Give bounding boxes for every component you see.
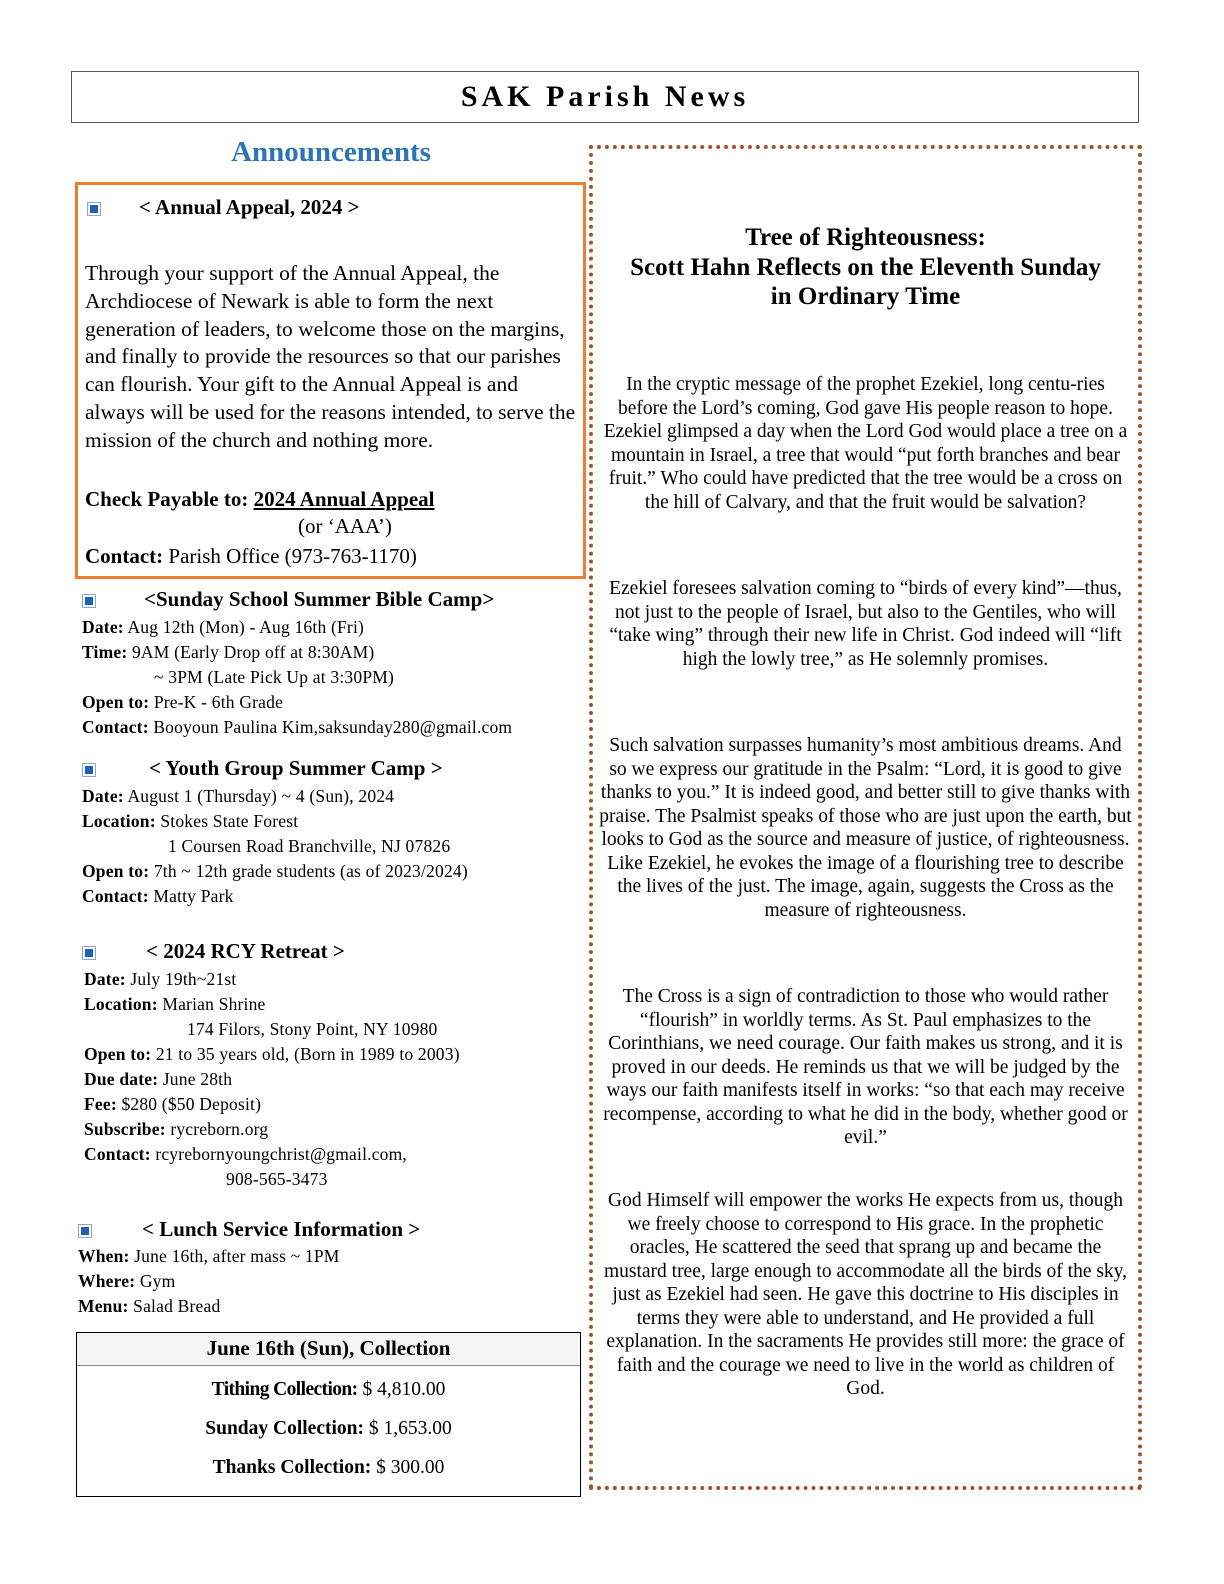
sunday-value: $ 1,653.00 <box>368 1418 452 1439</box>
article-paragraph: The Cross is a sign of contradiction to those who would rather “flourish” in worldly terms. As St. Paul emphasizes to the Corinthians, we need courage. Our faith makes us strong, and it is proved in our deeds. He reminds us that we will be judged by the ways our faith manifests itself in works: “so that each may receive recompense, according to what he did in the body, whether good or evil.” <box>603 986 1128 1148</box>
lunch-when-value: June 16th, after mass ~ 1PM <box>134 1246 340 1266</box>
appeal-contact-value: Parish Office (973-763-1170) <box>168 544 417 568</box>
check-payable-line <box>85 487 434 512</box>
lunch-menu <box>78 1296 220 1317</box>
annual-appeal-title: < Annual Appeal, 2024 > <box>139 195 360 219</box>
lunch-menu-value: Salad Bread <box>133 1296 221 1316</box>
rcy-contact-phone: 908-565-3473 <box>226 1169 328 1189</box>
bible-camp-contact-value: Booyoun Paulina Kim,saksunday280@gmail.com <box>153 717 513 737</box>
youth-camp-address: 1 Coursen Road Branchville, NJ 07826 <box>168 836 451 856</box>
checkbox-icon <box>82 946 96 960</box>
check-payable-label: Check Payable to: <box>85 487 249 511</box>
rcy-date-value: July 19th~21st <box>130 969 237 989</box>
rcy-location-value: Marian Shrine <box>162 994 266 1014</box>
lunch-where <box>78 1271 175 1292</box>
lunch-menu-label: Menu: <box>78 1296 129 1316</box>
bible-camp-open <box>82 692 283 713</box>
sunday-collection <box>77 1418 580 1440</box>
rcy-subscribe-value: rycreborn.org <box>170 1119 269 1139</box>
article-paragraph: Ezekiel foresees salvation coming to “birds of every kind”—thus, not just to the people of Israel, but also to the Gentiles, who will “take wing” through their new life in Christ. God indeed will “lift high the lowly tree,” as He solemnly promises. <box>609 578 1122 670</box>
article-paragraph: In the cryptic message of the prophet Ezekiel, long centu-ries before the Lord’s coming, God gave His people reason to hope. Ezekiel glimpsed a day when the Lord God would place a tree on a mountain in Israel, a tree that would “put forth branches and bear fruit.” Who could have predicted that the tree would be a cross on the hill of Calvary, and that the fruit would be salvation? <box>603 374 1128 513</box>
youth-camp-contact <box>82 886 234 907</box>
article-paragraph: Such salvation surpasses humanity’s most ambitious dreams. And so we express our gratitude in the Psalm: “Lord, it is good to give thanks to you.” It is indeed good, and better still to give thanks with praise. The Psalmist speaks of those who are just upon the earth, but looks to God as the source and measure of justice, of righteousness. Like Ezekiel, he evokes the image of a flourishing tree to describe the lives of the just. The image, again, suggests the Cross as the measure of righteousness. <box>599 735 1132 921</box>
rcy-date <box>84 969 237 990</box>
rcy-fee-label: Fee: <box>84 1094 117 1114</box>
youth-camp-open-value: 7th ~ 12th grade students (as of 2023/2024) <box>153 861 468 881</box>
bible-camp-heading <box>82 587 494 612</box>
youth-camp-location-label: Location: <box>82 811 156 831</box>
lunch-when <box>78 1246 340 1267</box>
annual-appeal-body: Through your support of the Annual Appeal, the Archdiocese of Newark is able to form the next generation of leaders, to welcome those on the margins, and finally to provide the resources so that our parishes can flourish. Your gift to the Annual Appeal is and always will be used for the reasons intended, to serve the mission of the church and nothing more. <box>85 261 576 452</box>
sunday-label: Sunday Collection: <box>205 1418 364 1439</box>
bible-camp-time-value: 9AM (Early Drop off at 8:30AM) <box>131 642 375 662</box>
youth-camp-title: < Youth Group Summer Camp > <box>149 756 443 780</box>
rcy-due-label: Due date: <box>84 1069 159 1089</box>
rcy-subscribe-label: Subscribe: <box>84 1119 166 1139</box>
bible-camp-title: <Sunday School Summer Bible Camp> <box>144 587 495 611</box>
article-title-line-3: in Ordinary Time <box>770 283 961 310</box>
bible-camp-open-value: Pre-K - 6th Grade <box>153 692 284 712</box>
annual-appeal-heading <box>87 195 360 220</box>
article-title-line-1: Tree of Righteousness: <box>745 224 986 251</box>
rcy-retreat-heading <box>82 939 345 964</box>
bible-camp-date <box>82 617 364 638</box>
appeal-contact-line <box>85 544 417 569</box>
rcy-due <box>84 1069 232 1090</box>
rcy-location <box>84 994 266 1015</box>
bible-camp-time-label: Time: <box>82 642 128 662</box>
bible-camp-time-end: ~ 3PM (Late Pick Up at 3:30PM) <box>154 667 395 687</box>
lunch-when-label: When: <box>78 1246 130 1266</box>
thanks-value: $ 300.00 <box>376 1457 445 1478</box>
check-payable-value: 2024 Annual Appeal <box>253 487 435 511</box>
bible-camp-time <box>82 642 374 663</box>
rcy-location-label: Location: <box>84 994 158 1014</box>
bible-camp-contact-label: Contact: <box>82 717 149 737</box>
checkbox-icon <box>82 763 96 777</box>
youth-camp-location <box>82 811 298 832</box>
rcy-contact-label: Contact: <box>84 1144 151 1164</box>
collection-title: June 16th (Sun), Collection <box>77 1333 580 1366</box>
rcy-contact <box>84 1144 407 1165</box>
youth-camp-date <box>82 786 394 807</box>
thanks-collection <box>77 1457 580 1479</box>
checkbox-icon <box>78 1224 92 1238</box>
article-title-line-2: Scott Hahn Reflects on the Eleventh Sunday <box>630 253 1101 281</box>
rcy-open-value: 21 to 35 years old, (Born in 1989 to 2003) <box>155 1044 460 1064</box>
checkbox-icon <box>87 202 101 216</box>
youth-camp-location-value: Stokes State Forest <box>160 811 299 831</box>
lunch-heading <box>78 1217 420 1242</box>
rcy-fee-value: $280 ($50 Deposit) <box>121 1094 262 1114</box>
masthead <box>71 71 1139 123</box>
tithing-value: $ 4,810.00 <box>362 1379 446 1400</box>
rcy-retreat-title: < 2024 RCY Retreat > <box>146 939 345 963</box>
youth-camp-contact-label: Contact: <box>82 886 149 906</box>
youth-camp-heading <box>82 756 443 781</box>
youth-camp-date-value: August 1 (Thursday) ~ 4 (Sun), 2024 <box>127 786 395 806</box>
appeal-contact-label: Contact: <box>85 544 164 568</box>
youth-camp-contact-value: Matty Park <box>153 886 234 906</box>
rcy-contact-value: rcyrebornyoungchrist@gmail.com, <box>155 1144 408 1164</box>
announcements-heading: Announcements <box>231 136 431 168</box>
lunch-title: < Lunch Service Information > <box>142 1217 421 1241</box>
newsletter-title: SAK Parish News <box>460 80 750 113</box>
youth-camp-open-label: Open to: <box>82 861 150 881</box>
article-title <box>593 223 1138 312</box>
collection-box <box>76 1332 581 1497</box>
lunch-where-label: Where: <box>78 1271 136 1291</box>
check-payable-alt: (or ‘AAA’) <box>298 514 392 538</box>
bible-camp-date-value: Aug 12th (Mon) - Aug 16th (Fri) <box>127 617 365 637</box>
bible-camp-contact <box>82 717 512 738</box>
lunch-where-value: Gym <box>139 1271 176 1291</box>
annual-appeal-box <box>75 182 586 579</box>
article-column <box>589 145 1142 1490</box>
rcy-date-label: Date: <box>84 969 126 989</box>
youth-camp-open <box>82 861 468 882</box>
rcy-subscribe <box>84 1119 268 1140</box>
bible-camp-open-label: Open to: <box>82 692 150 712</box>
thanks-label: Thanks Collection: <box>212 1457 372 1478</box>
rcy-address: 174 Filors, Stony Point, NY 10980 <box>187 1019 438 1039</box>
rcy-due-value: June 28th <box>162 1069 233 1089</box>
tithing-collection <box>77 1379 580 1401</box>
rcy-open-label: Open to: <box>84 1044 152 1064</box>
tithing-label: Tithing Collection: <box>211 1379 358 1400</box>
bible-camp-date-label: Date: <box>82 617 124 637</box>
article-paragraph: God Himself will empower the works He expects from us, though we freely choose to correspond to His grace. In the prophetic oracles, He scattered the seed that sprang up and became the mustard tree, large enough to accommodate all the birds of the sky, just as Ezekiel had seen. He gave this doctrine to His disciples in terms they were able to understand, and He provided a full explanation. In the sacraments He provides still more: the grace of faith and the courage we need to live in the world as children of God. <box>603 1190 1128 1399</box>
rcy-open <box>84 1044 460 1065</box>
checkbox-icon <box>82 594 96 608</box>
rcy-fee <box>84 1094 261 1115</box>
youth-camp-date-label: Date: <box>82 786 124 806</box>
